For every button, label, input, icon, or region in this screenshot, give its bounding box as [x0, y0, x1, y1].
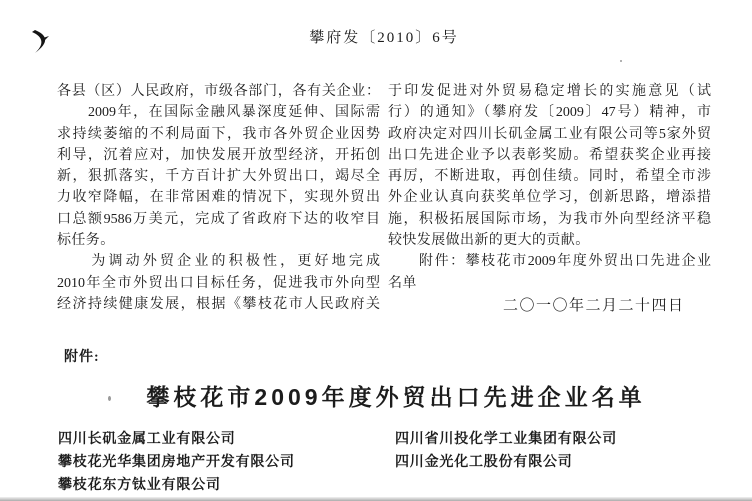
body-text-line: 较快发展做出新的更大的贡献。: [388, 233, 590, 249]
body-text-line: 行）的通知》（攀府发〔2009〕47号）精神，市: [388, 105, 711, 121]
body-text-line: 2010年全市外贸出口目标任务，促进我市外向型: [57, 275, 380, 291]
scan-speck: [108, 396, 111, 401]
body-text-line: 各县（区）人民政府，市级各部门，各有关企业：: [57, 84, 380, 99]
body-text-line: 标任务。: [57, 233, 115, 249]
body-text-line: 政府决定对四川长矶金属工业有限公司等5家外贸: [388, 126, 711, 142]
body-text-line: 外企业认真向获奖单位学习，创新思路，增添措: [388, 190, 711, 206]
body-text-line: 附件：攀枝花市2009年度外贸出口先进企业: [388, 254, 711, 270]
body-left-column: [57, 81, 380, 315]
company-name: 攀枝花光华集团房地产开发有限公司: [58, 453, 295, 469]
company-name: 四川省川投化学工业集团有限公司: [395, 430, 617, 446]
scan-edge-shadow: [0, 497, 752, 501]
body-text-line: 出口先进企业予以表彰奖励。希望获奖企业再接: [388, 147, 711, 163]
body-text-line: 口总额9586万美元，完成了省政府下达的收窄目: [57, 211, 380, 227]
body-text-line: 力收窄降幅，在非常困难的情况下，实现外贸出: [57, 190, 380, 206]
company-list-right: [395, 427, 617, 473]
company-list-left: [58, 427, 295, 496]
attachment-label: 附件:: [64, 350, 100, 365]
body-text-line: 名单: [388, 275, 417, 291]
body-text-line: 利导，沉着应对，加快发展开放型经济，开拓创: [57, 147, 380, 163]
body-text-line: 施，积极拓展国际市场，为我市外向型经济平稳: [388, 211, 711, 227]
body-right-column: [388, 81, 711, 294]
company-name: 四川长矶金属工业有限公司: [58, 430, 236, 446]
scan-speck: [620, 60, 622, 62]
company-name: 四川金光化工股份有限公司: [395, 453, 573, 469]
body-text-line: 2009年，在国际金融风暴深度延伸、国际需: [57, 105, 380, 121]
company-name: 攀枝花东方钛业有限公司: [58, 476, 221, 492]
body-text-line: 再厉，不断进取，再创佳绩。同时，希望全市涉: [388, 169, 711, 185]
document-date: 二〇一〇年二月二十四日: [503, 298, 685, 314]
body-text-line: 经济持续健康发展，根据《攀枝花市人民政府关: [57, 296, 380, 312]
body-text-line: 于印发促进对外贸易稳定增长的实施意见（试: [388, 84, 711, 99]
body-text-line: 为调动外贸企业的积极性，更好地完成: [57, 254, 380, 270]
document-number: 攀府发〔2010〕6号: [309, 30, 459, 46]
attachment-title: 攀枝花市2009年度外贸出口先进企业名单: [146, 384, 646, 410]
body-text-line: 新，狠抓落实，千方百计扩大外贸出口，竭尽全: [57, 169, 380, 185]
body-text-line: 求持续萎缩的不利局面下，我市各外贸企业因势: [57, 126, 380, 142]
